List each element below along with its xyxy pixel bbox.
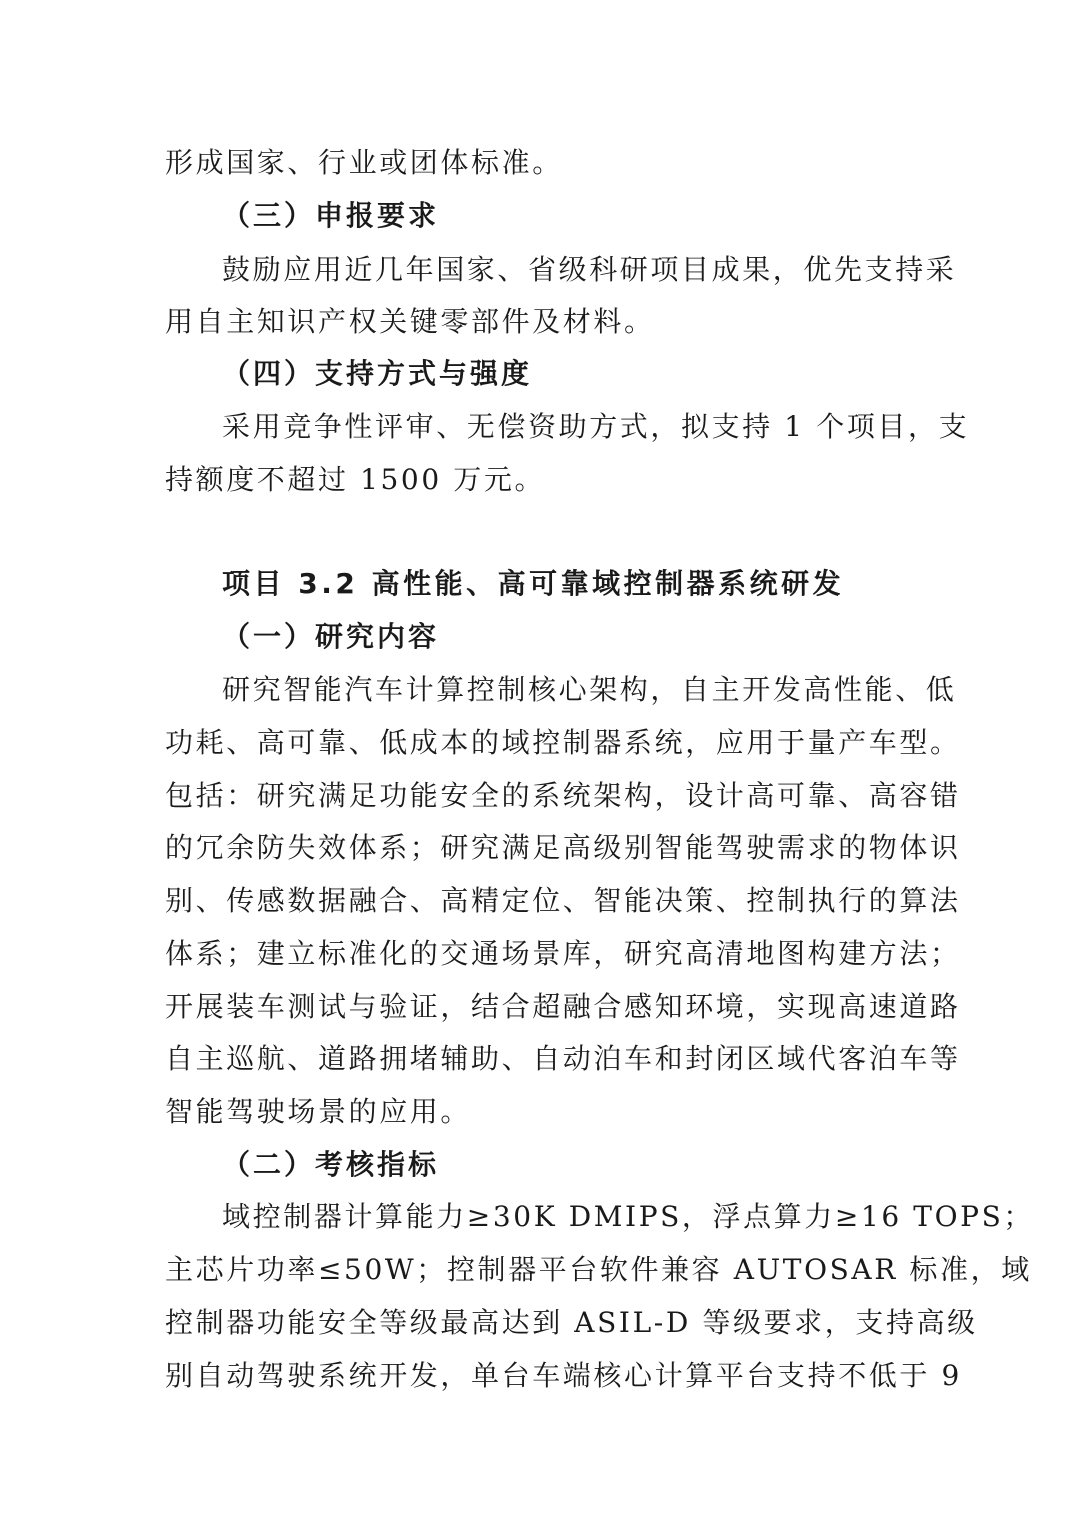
- body-text-line: 开展装车测试与验证，结合超融合感知环境，实现高速道路: [165, 990, 961, 1023]
- body-text-line: 包括：研究满足功能安全的系统架构，设计高可靠、高容错: [165, 779, 961, 812]
- body-text-line: 别自动驾驶系统开发，单台车端核心计算平台支持不低于 9: [165, 1359, 962, 1392]
- body-text-line: 形成国家、行业或团体标准。: [165, 146, 563, 179]
- section-heading-metrics: （二）考核指标: [222, 1148, 440, 1181]
- project-title: 项目 3.2 高性能、高可靠域控制器系统研发: [222, 567, 845, 600]
- body-text-line: 采用竞争性评审、无偿资助方式，拟支持 1 个项目，支: [222, 410, 970, 443]
- body-text-line: 用自主知识产权关键零部件及材料。: [165, 305, 655, 338]
- body-text-line: 控制器功能安全等级最高达到 ASIL-D 等级要求，支持高级: [165, 1306, 978, 1339]
- body-text-line: 的冗余防失效体系；研究满足高级别智能驾驶需求的物体识: [165, 831, 961, 864]
- body-text-line: 别、传感数据融合、高精定位、智能决策、控制执行的算法: [165, 884, 961, 917]
- section-heading-support: （四）支持方式与强度: [222, 357, 533, 390]
- body-text-line: 主芯片功率≤50W；控制器平台软件兼容 AUTOSAR 标准，域: [165, 1253, 1032, 1286]
- body-text-line: 自主巡航、道路拥堵辅助、自动泊车和封闭区域代客泊车等: [165, 1042, 961, 1075]
- body-text-line: 功耗、高可靠、低成本的域控制器系统，应用于量产车型。: [165, 726, 961, 759]
- body-text-line: 鼓励应用近几年国家、省级科研项目成果，优先支持采: [222, 253, 957, 286]
- body-text-line: 研究智能汽车计算控制核心架构，自主开发高性能、低: [222, 673, 957, 706]
- body-text-line: 持额度不超过 1500 万元。: [165, 463, 546, 496]
- body-text-line: 智能驾驶场景的应用。: [165, 1095, 472, 1128]
- section-heading-research: （一）研究内容: [222, 620, 440, 653]
- body-text-line: 体系；建立标准化的交通场景库，研究高清地图构建方法；: [165, 937, 961, 970]
- section-heading-requirements: （三）申报要求: [222, 199, 440, 232]
- body-text-line: 域控制器计算能力≥30K DMIPS，浮点算力≥16 TOPS；: [222, 1200, 1034, 1233]
